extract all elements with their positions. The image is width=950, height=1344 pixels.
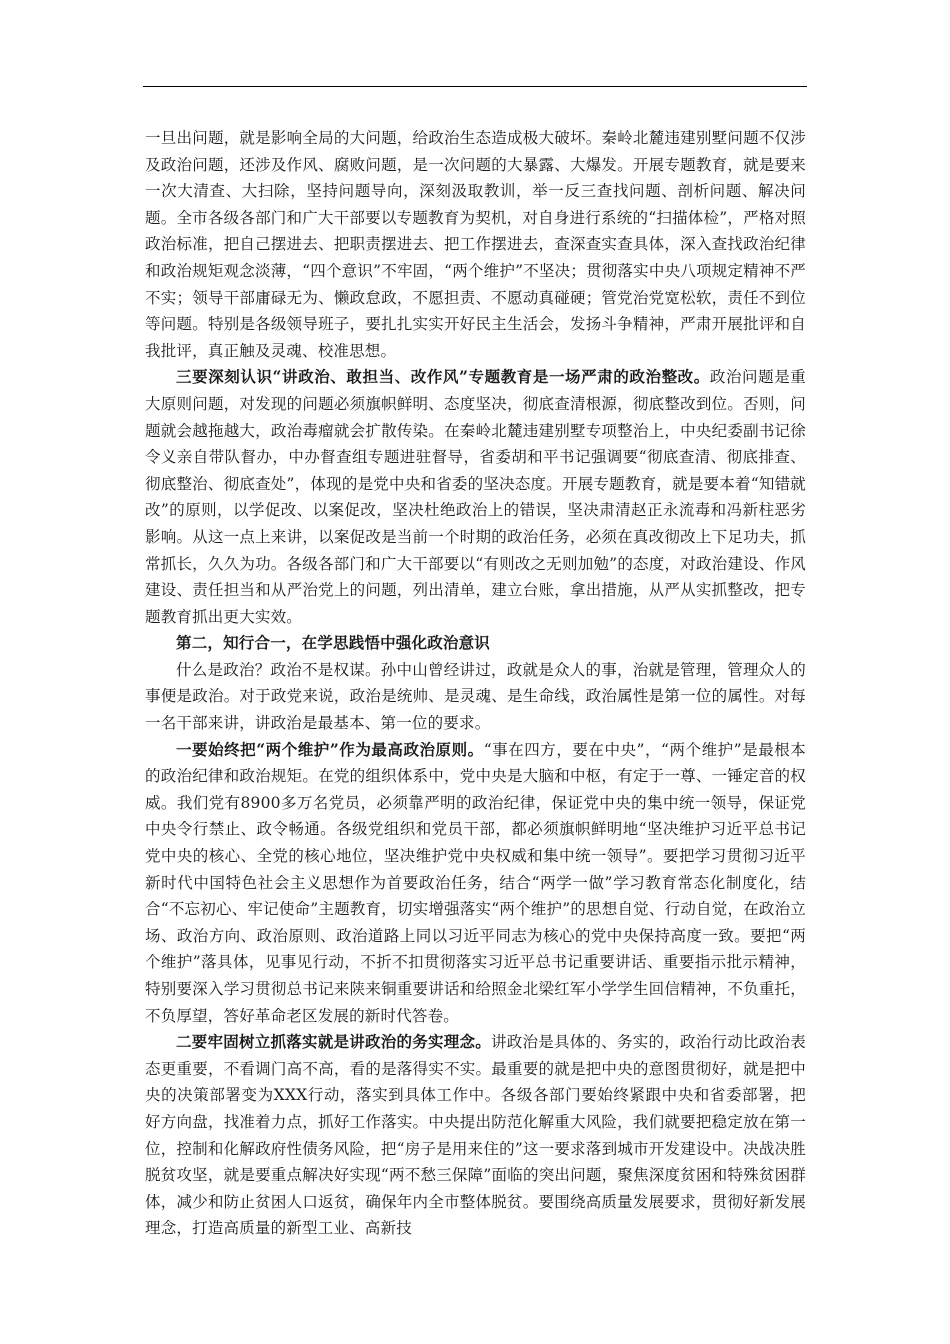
point-three-heading: 三要深刻认识“讲政治、敢担当、改作风”专题教育是一场严肃的政治整改。 (176, 367, 710, 387)
paragraph-point-two (145, 1029, 806, 1242)
paragraph-text: 什么是政治？政治不是权谋。孙中山曾经讲过，政就是众人的事，治就是管理，管理众人的事便是政治。对于政党来说，政治是统帅、是灵魂、是生命线，政治属性是第一位的属性。对每一名干部来讲，讲政治是最基本、第一位的要求。 (145, 660, 806, 733)
paragraph-continuation (145, 125, 806, 364)
paragraph-text: 讲政治是具体的、务实的，政治行动比政治表态更重要，不看调门高不高，看的是落得实不实。最重要的就是把中央的意图贯彻好，就是把中央的决策部署变为XXX行动，落实到具体工作中。各级各部门要始终紧跟中央和省委部署，把好方向盘，找准着力点，抓好工作落实。中央提出防范化解重大风险，我们就要把稳定放在第一位，控制和化解政府性债务风险，把“房子是用来住的”这一要求落到城市开发建设中。决战决胜脱贫攻坚，就是要重点解决好实现“两不愁三保障”面临的突出问题，聚焦深度贫困和特殊贫困群体，减少和防止贫困人口返贫，确保年内全市整体脱贫。要围绕高质量发展要求，贯彻好新发展理念，打造高质量的新型工业、高新技 (145, 1033, 806, 1238)
paragraph-text: “事在四方，要在中央”，“两个维护”是最根本的政治纪律和政治规矩。在党的组织体系中，党中央是大脑和中枢，有定于一尊、一锤定音的权威。我们党有8900多万名党员，必须靠严明的政治纪律，保证党中央的集中统一领导，保证党中央令行禁止、政令畅通。各级党组织和党员干部，都必须旗帜鲜明地“坚决维护习近平总书记党中央的核心、全党的核心地位，坚决维护党中央权威和集中统一领导”。要把学习贯彻习近平新时代中国特色社会主义思想作为首要政治任务，结合“两学一做”学习教育常态化制度化，结合“不忘初心、牢记使命”主题教育，切实增强落实“两个维护”的思想自觉、行动自觉，在政治立场、政治方向、政治原则、政治道路上同以习近平同志为核心的党中央保持高度一致。要把“两个维护”落具体，见事见行动，不折不扣贯彻落实习近平总书记重要讲话、重要指示批示精神，特别要深入学习贯彻总书记来陕来铜重要讲话和给照金北梁红军小学学生回信精神，不负重托，不负厚望，答好革命老区发展的新时代答卷。 (145, 740, 806, 1025)
point-two-heading: 二要牢固树立抓落实就是讲政治的务实理念。 (176, 1032, 492, 1052)
document-body (145, 125, 806, 1242)
paragraph-point-three (145, 364, 806, 630)
point-one-heading: 一要始终把“两个维护”作为最高政治原则。 (176, 739, 484, 759)
paragraph-what-is-politics (145, 657, 806, 737)
paragraph-text: 政治问题是重大原则问题，对发现的问题必须旗帜鲜明、态度坚决，彻底查清根源，彻底整改到位。否则，问题就会越拖越大，政治毒瘤就会扩散传染。在秦岭北麓违建别墅专项整治上，中央纪委副书记徐令义亲自带队督办，中办督查组专题进驻督导，省委胡和平书记强调要“彻底查清、彻底排查、彻底整治、彻底查处”，体现的是党中央和省委的坚决态度。开展专题教育，就是要本着“知错就改”的原则，以学促改、以案促改，坚决杜绝政治上的错误，坚决肃清赵正永流毒和冯新柱恶劣影响。从这一点上来讲，以案促改是当前一个时期的政治任务，必须在真改彻改上下足功夫，抓常抓长，久久为功。各级各部门和广大干部要以“有则改之无则加勉”的态度，对政治建设、作风建设、责任担当和从严治党上的问题，列出清单，建立台账，拿出措施，从严从实抓整改，把专题教育抓出更大实效。 (145, 368, 807, 626)
paragraph-point-one (145, 737, 806, 1030)
section-heading: 第二，知行合一，在学思践悟中强化政治意识 (176, 633, 491, 653)
section-two-heading (145, 630, 806, 657)
header-rule (143, 86, 807, 87)
paragraph-text: 一旦出问题，就是影响全局的大问题，给政治生态造成极大破坏。秦岭北麓违建别墅问题不仅涉及政治问题，还涉及作风、腐败问题，是一次问题的大暴露、大爆发。开展专题教育，就是要来一次大清查、大扫除，坚持问题导向，深刻汲取教训，举一反三查找问题、剖析问题、解决问题。全市各级各部门和广大干部要以专题教育为契机，对自身进行系统的“扫描体检”，严格对照政治标准，把自己摆进去、把职责摆进去、把工作摆进去，查深查实查具体，深入查找政治纪律和政治规矩观念淡薄，“四个意识”不牢固，“两个维护”不坚决；贯彻落实中央八项规定精神不严不实；领导干部庸碌无为、懒政怠政，不愿担责、不愿动真碰硬；管党治党宽松软，责任不到位等问题。特别是各级领导班子，要扎扎实实开好民主生活会，发扬斗争精神，严肃开展批评和自我批评，真正触及灵魂、校准思想。 (145, 129, 806, 360)
